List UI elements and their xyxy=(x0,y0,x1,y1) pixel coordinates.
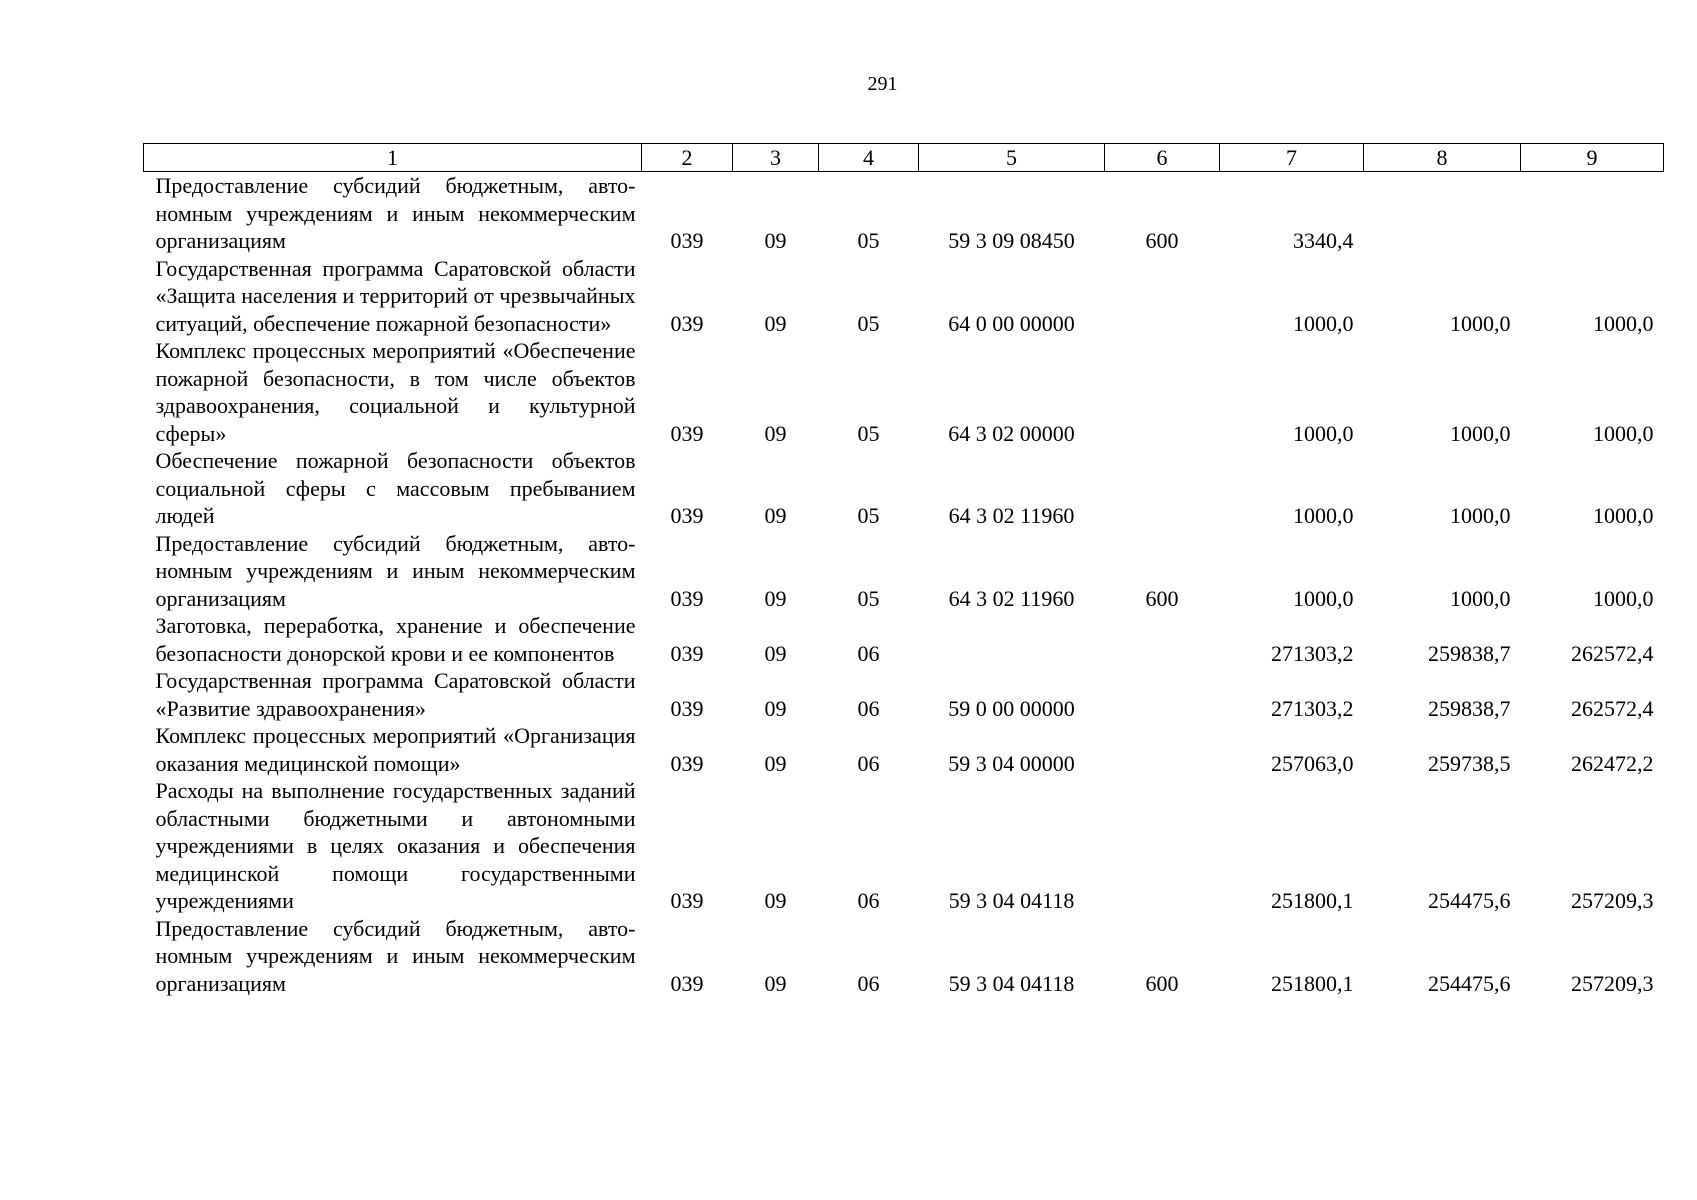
target-article-code: 59 0 00 00000 xyxy=(948,695,1075,721)
amount-col7: 271303,2 xyxy=(1271,695,1354,721)
table-row xyxy=(144,530,1664,613)
amount-col8: 259838,7 xyxy=(1428,695,1511,721)
expense-type-code: 600 xyxy=(1145,228,1179,253)
expense-type-code xyxy=(1105,777,1220,915)
column-header-5: 5 xyxy=(919,144,1105,172)
amount-col8: 1000,0 xyxy=(1450,310,1511,336)
amount-col9: 262572,4 xyxy=(1571,695,1654,721)
ministry-code: 039 xyxy=(670,888,704,913)
amount-col9: 1000,0 xyxy=(1593,310,1654,336)
expense-type-code xyxy=(1105,447,1220,530)
amount-col9: 262572,4 xyxy=(1571,640,1654,666)
column-header-4: 4 xyxy=(819,144,919,172)
row-name: Предоставление субсидий бюджетным, автономным учреждениям и иным некоммерческим организациям xyxy=(155,173,636,253)
amount-col9: 257209,3 xyxy=(1571,970,1654,996)
column-header-3: 3 xyxy=(733,144,819,172)
column-header-2: 2 xyxy=(642,144,733,172)
amount-col7: 1000,0 xyxy=(1293,420,1354,446)
section-code: 09 xyxy=(764,888,787,913)
ministry-code: 039 xyxy=(670,970,704,996)
ministry-code: 039 xyxy=(670,228,704,253)
row-name: Государственная программа Саратовской области «Защита населения и территорий от чрезвычайных ситуаций, обеспечение пожарной безопасности» xyxy=(155,255,636,336)
row-name: Расходы на выполнение государственных заданий областными бюджетными и автономными учреждениями в целях оказания и обеспечения медицинской помощи государственными учреждениями xyxy=(155,778,636,913)
amount-col8: 254475,6 xyxy=(1428,970,1511,996)
section-code: 09 xyxy=(764,970,787,996)
page-number: 291 xyxy=(867,73,898,95)
subsection-code: 06 xyxy=(857,970,880,996)
table-row xyxy=(144,612,1664,667)
column-header-7: 7 xyxy=(1220,144,1364,172)
amount-col9: 262472,2 xyxy=(1571,750,1654,776)
subsection-code: 05 xyxy=(857,503,880,528)
table-row xyxy=(144,255,1664,338)
amount-col7: 251800,1 xyxy=(1271,888,1354,913)
column-header-8: 8 xyxy=(1364,144,1521,172)
row-name: Предоставление субсидий бюджетным, автономным учреждениям и иным некоммерческим организациям xyxy=(155,915,636,996)
target-article-code xyxy=(919,612,1105,667)
section-code: 09 xyxy=(764,750,787,776)
target-article-code: 64 3 02 11960 xyxy=(948,503,1075,528)
row-name: Обеспечение пожарной безопасности объектов социальной сферы с массовым пребыванием людей xyxy=(155,448,636,528)
subsection-code: 06 xyxy=(857,750,880,776)
subsection-code: 05 xyxy=(857,228,880,253)
expense-type-code xyxy=(1105,255,1220,338)
row-name: Заготовка, переработка, хранение и обеспечение безопасности донорской крови и ее компонентов xyxy=(155,613,636,666)
amount-col7: 1000,0 xyxy=(1293,503,1354,528)
table-row xyxy=(144,337,1664,447)
ministry-code: 039 xyxy=(670,310,704,336)
amount-col8: 254475,6 xyxy=(1428,888,1511,913)
table-row xyxy=(144,447,1664,530)
target-article-code: 59 3 09 08450 xyxy=(948,228,1075,253)
amount-col9: 1000,0 xyxy=(1593,420,1654,446)
amount-col7: 251800,1 xyxy=(1271,970,1354,996)
section-code: 09 xyxy=(764,585,787,611)
target-article-code: 64 3 02 11960 xyxy=(948,585,1075,611)
expense-type-code xyxy=(1105,667,1220,722)
amount-col9: 1000,0 xyxy=(1593,585,1654,611)
target-article-code: 59 3 04 04118 xyxy=(948,888,1075,913)
column-header-1: 1 xyxy=(144,144,642,172)
section-code: 09 xyxy=(764,695,787,721)
ministry-code: 039 xyxy=(670,750,704,776)
ministry-code: 039 xyxy=(670,585,704,611)
row-name: Предоставление субсидий бюджетным, автономным учреждениям и иным некоммерческим организациям xyxy=(155,530,636,611)
ministry-code: 039 xyxy=(670,503,704,528)
table-row xyxy=(144,722,1664,777)
amount-col7: 1000,0 xyxy=(1293,585,1354,611)
amount-col7: 1000,0 xyxy=(1293,310,1354,336)
subsection-code: 05 xyxy=(857,420,880,446)
amount-col9 xyxy=(1521,172,1664,255)
row-name: Комплекс процессных мероприятий «Организация оказания медицинской помощи» xyxy=(155,723,636,776)
table-row xyxy=(144,777,1664,915)
row-name: Государственная программа Саратовской области «Развитие здравоохранения» xyxy=(155,668,636,721)
budget-table xyxy=(143,143,1664,997)
amount-col8: 1000,0 xyxy=(1450,585,1511,611)
ministry-code: 039 xyxy=(670,420,704,446)
subsection-code: 06 xyxy=(857,888,880,913)
amount-col7: 257063,0 xyxy=(1271,750,1354,776)
amount-col8: 1000,0 xyxy=(1450,503,1511,528)
amount-col9: 1000,0 xyxy=(1593,503,1654,528)
target-article-code: 59 3 04 04118 xyxy=(948,970,1075,996)
expense-type-code: 600 xyxy=(1145,970,1179,996)
amount-col9: 257209,3 xyxy=(1571,888,1654,913)
amount-col8: 259738,5 xyxy=(1428,750,1511,776)
target-article-code: 64 0 00 00000 xyxy=(948,310,1075,336)
row-name: Комплекс процессных мероприятий «Обеспечение пожарной безопасности, в том числе объектов здравоохранения, социальной и культурной сферы» xyxy=(155,338,636,446)
section-code: 09 xyxy=(764,228,787,253)
ministry-code: 039 xyxy=(670,695,704,721)
amount-col8: 259838,7 xyxy=(1428,640,1511,666)
table-row xyxy=(144,172,1664,255)
amount-col7: 3340,4 xyxy=(1293,228,1354,253)
subsection-code: 06 xyxy=(857,695,880,721)
section-code: 09 xyxy=(764,310,787,336)
subsection-code: 05 xyxy=(857,585,880,611)
target-article-code: 59 3 04 00000 xyxy=(948,750,1075,776)
amount-col8: 1000,0 xyxy=(1450,420,1511,446)
amount-col7: 271303,2 xyxy=(1271,640,1354,666)
section-code: 09 xyxy=(764,640,787,666)
expense-type-code xyxy=(1105,337,1220,447)
column-header-6: 6 xyxy=(1105,144,1220,172)
expense-type-code xyxy=(1105,612,1220,667)
column-header-9: 9 xyxy=(1521,144,1664,172)
target-article-code: 64 3 02 00000 xyxy=(948,420,1075,446)
section-code: 09 xyxy=(764,503,787,528)
subsection-code: 05 xyxy=(857,310,880,336)
ministry-code: 039 xyxy=(670,640,704,666)
table-row xyxy=(144,915,1664,998)
section-code: 09 xyxy=(764,420,787,446)
amount-col8 xyxy=(1364,172,1521,255)
table-row xyxy=(144,667,1664,722)
subsection-code: 06 xyxy=(857,640,880,666)
expense-type-code: 600 xyxy=(1145,585,1179,611)
table-header-row xyxy=(144,144,1664,172)
expense-type-code xyxy=(1105,722,1220,777)
